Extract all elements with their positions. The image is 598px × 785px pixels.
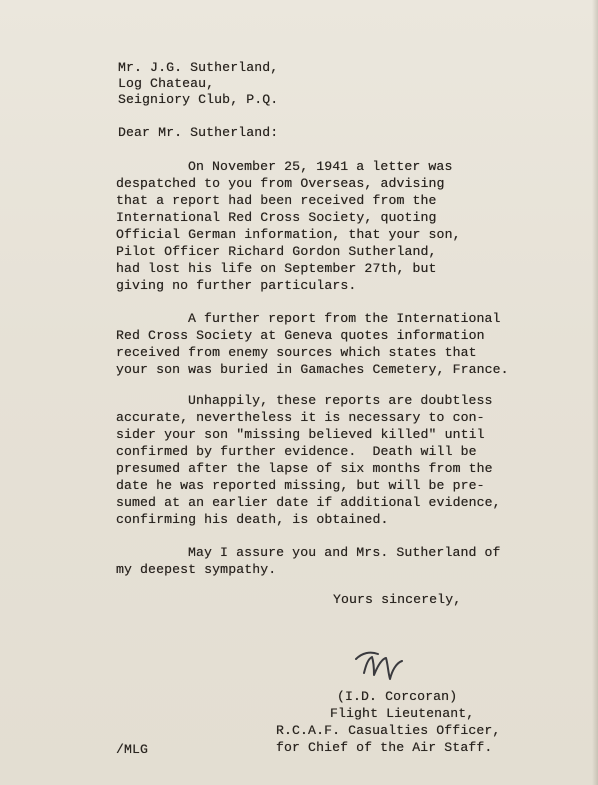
signature-name: (I.D. Corcoran) bbox=[337, 689, 458, 704]
address-line: Mr. J.G. Sutherland, bbox=[118, 60, 279, 75]
signature-rank: Flight Lieutenant, bbox=[330, 706, 475, 721]
address-line: Log Chateau, bbox=[118, 76, 215, 91]
paragraph-2-line: A further report from the International bbox=[188, 311, 501, 326]
paragraph-1-line: that a report had been received from the bbox=[116, 193, 437, 208]
paper-edge-shadow bbox=[592, 0, 598, 785]
paragraph-2-line: Red Cross Society at Geneva quotes information bbox=[116, 328, 485, 343]
paragraph-1-line: had lost his life on September 27th, but bbox=[116, 261, 437, 276]
address-line: Seigniory Club, P.Q. bbox=[118, 92, 279, 107]
paragraph-2-line: received from enemy sources which states that bbox=[116, 345, 477, 360]
paragraph-3-line: confirmed by further evidence. Death will be bbox=[116, 444, 477, 459]
paragraph-3-line: confirming his death, is obtained. bbox=[116, 512, 389, 527]
paragraph-4-line: May I assure you and Mrs. Sutherland of bbox=[188, 545, 501, 560]
closing: Yours sincerely, bbox=[333, 592, 462, 607]
paragraph-3-line: date he was reported missing, but will be pre- bbox=[116, 478, 485, 493]
salutation: Dear Mr. Sutherland: bbox=[118, 125, 279, 140]
paragraph-3-line: presumed after the lapse of six months from the bbox=[116, 461, 493, 476]
paragraph-1-line: despatched to you from Overseas, advising bbox=[116, 176, 445, 191]
reference-initials: /MLG bbox=[116, 742, 149, 757]
paragraph-2-line: your son was buried in Gamaches Cemetery, France. bbox=[116, 362, 509, 377]
paragraph-3-line: sumed at an earlier date if additional evidence, bbox=[116, 495, 501, 510]
handwritten-signature bbox=[352, 645, 412, 685]
paragraph-1-line: International Red Cross Society, quoting bbox=[116, 210, 437, 225]
paragraph-3-line: accurate, nevertheless it is necessary to con- bbox=[116, 410, 485, 425]
paragraph-3-line: sider your son "missing believed killed" until bbox=[116, 427, 485, 442]
paragraph-4-line: my deepest sympathy. bbox=[116, 562, 277, 577]
signature-title: R.C.A.F. Casualties Officer, bbox=[276, 723, 501, 738]
paragraph-3-line: Unhappily, these reports are doubtless bbox=[188, 393, 493, 408]
paragraph-1-line: Official German information, that your son, bbox=[116, 227, 461, 242]
paragraph-1-line: giving no further particulars. bbox=[116, 278, 357, 293]
signature-office: for Chief of the Air Staff. bbox=[276, 740, 493, 755]
paragraph-1-line: Pilot Officer Richard Gordon Sutherland, bbox=[116, 244, 437, 259]
paragraph-1-line: On November 25, 1941 a letter was bbox=[188, 159, 453, 174]
